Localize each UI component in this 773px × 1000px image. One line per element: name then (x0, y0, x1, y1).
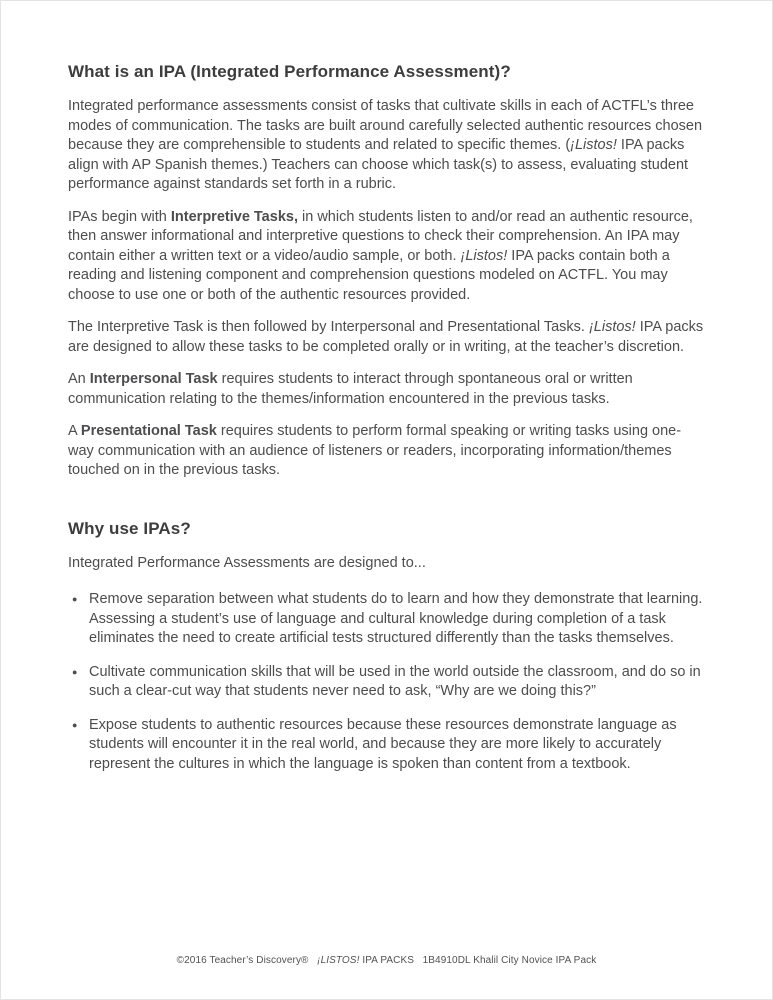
paragraph-interpretive-tasks (68, 208, 706, 306)
text-segment: Integrated performance assessments consist of tasks that cultivate skills in each of ACTFL’s three modes of communication. The tasks are built around carefully selected authentic resources chosen because they are comprehensible to students and related to specific themes. ( (68, 98, 707, 153)
text-segment: ¡Listos! (588, 319, 636, 335)
text-segment: A (68, 423, 81, 439)
text-segment: Interpersonal Task (89, 371, 218, 387)
text-segment: Presentational Task (80, 423, 217, 439)
section-why-use-ipas (68, 518, 706, 775)
section-what-is-ipa (68, 61, 706, 481)
paragraph-task-sequence (68, 318, 706, 357)
list-item (68, 663, 706, 702)
text-segment: ¡Listos! (570, 137, 617, 153)
page-content (1, 1, 772, 774)
text-segment: requires students to perform formal speaking or writing tasks using one-way communication with an audience of listeners or readers, incorporating information/themes touched on in the previous tasks. (68, 423, 682, 478)
text-segment: IPA packs are designed to allow these tasks to be completed orally or in writing, at the teacher’s discretion. (68, 319, 708, 355)
text-segment: IPA PACKS 1B4910DL Khalil City Novice IPA Pack (359, 955, 597, 966)
paragraph-presentational-task (68, 422, 706, 481)
text-segment: An (68, 371, 90, 387)
section-heading-why-use-ipas: Why use IPAs? (68, 518, 191, 538)
bullet-text-remove-separation: Remove separation between what students do to learn and how they demonstrate that learning. Assessing a student’s use of language and cultural knowledge during completion of a task eliminates the need to create artificial tests structured differently than the tasks themselves. (89, 591, 703, 646)
bullet-text-expose-students: Expose students to authentic resources because these resources demonstrate language as students will encounter it in the real world, and because they are more likely to accurately represent the cultures in which the language is spoken than content from a textbook. (89, 716, 677, 772)
paragraph-interpersonal-task (68, 370, 706, 409)
text-segment: ©2016 Teacher’s Discovery® (176, 955, 318, 966)
paragraph-why-intro: Integrated Performance Assessments are designed to... (68, 554, 426, 571)
section-heading-what-is-ipa: What is an IPA (Integrated Performance Assessment)? (68, 62, 511, 81)
text-segment: Interpretive Tasks, (170, 208, 298, 225)
text-segment: ¡Listos! (460, 247, 508, 264)
list-item (68, 590, 706, 649)
list-item (68, 716, 706, 775)
text-segment: IPA packs align with AP Spanish themes.) Teachers can choose which task(s) to assess, evaluating student performance against standards set forth in a rubric. (68, 137, 693, 192)
bullet-icon: ● (72, 666, 78, 677)
text-segment: ¡LISTOS! (317, 955, 360, 966)
bullet-list (68, 590, 706, 774)
text-segment: in which students listen to and/or read an authentic resource, then answer informational and interpretive questions to check their comprehension. An IPA may contain either a written text or a video/audio sample, or both. (68, 208, 697, 264)
text-segment: requires students to interact through spontaneous oral or written communication relating to the themes/information encountered in the previous tasks. (68, 371, 637, 407)
page-footer (1, 955, 772, 966)
bullet-text-cultivate-skills: Cultivate communication skills that will be used in the world outside the classroom, and do so in such a clear-cut way that students never need to ask, “Why are we doing this?” (89, 663, 701, 699)
text-segment: IPAs begin with (68, 208, 171, 225)
paragraph-intro-ipa (68, 97, 706, 195)
bullet-icon: ● (72, 719, 78, 730)
bullet-icon: ● (72, 594, 78, 604)
text-segment: IPA packs contain both a reading and listening component and comprehension questions modeled on ACTFL. You may choose to use one or both of the authentic resources provided. (68, 247, 674, 303)
text-segment: The Interpretive Task is then followed by Interpersonal and Presentational Tasks. (68, 319, 589, 335)
